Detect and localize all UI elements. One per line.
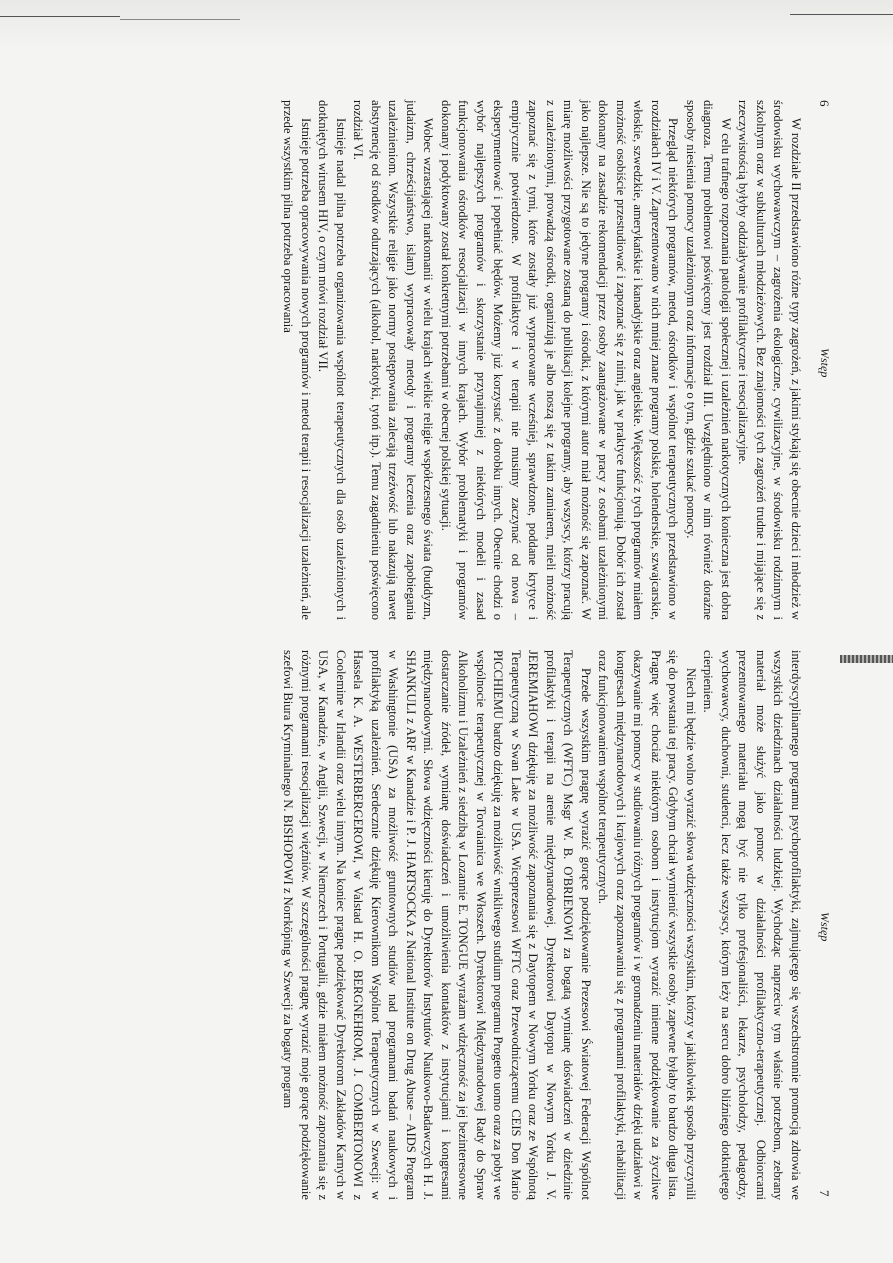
page-body: [279, 100, 804, 620]
paragraph: interdyscyplinarnego programu psychoprofilaktyki, zajmującego się wszechstronnie promocją zdrowia we wszystkich dziedzinach działalności ludzkiej. Wychodząc naprzeciw tym właśnie potrzebom, zebrany materiał może służyć jako pomoc w działalności profilaktyczno-terapeutycznej. Odbiorcami prezentowanego materiału mogą być nie tylko profesjonaliści, lekarze, psycholodzy, pedagodzy, wychowawcy, duchowni, studenci, lecz także wszyscy, którym leży na sercu dobro bliźniego dotkniętego cierpieniem.: [701, 650, 803, 1200]
scan-line: [790, 14, 893, 15]
page-number: 7: [817, 1190, 832, 1197]
paragraph: Przede wszystkim pragnę wyrazić gorące podziękowanie Prezesowi Światowej Federacji Wspólnot Terapeutycznych (WFTC) Msgr W. B. O'BRIENOWI za bogatą wymianę doświadczeń w dziedzinie profilaktyki i terapii na arenie międzynarodowej. Dyrektorowi Daytopu w Nowym Yorku J. V. JEREMIAHOWI dziękuję za możliwość zapoznania się z Daytopem w Nowym Yorku oraz ze Wspólnotą Terapeutyczną w Swan Lake w USA. Wiceprezesowi WFTC oraz Przewodniczącemu CEIS Don Mario PICCHIEMU bardzo dziękuję za możliwość wnikliwego studium programu Progetto uomo oraz za pobyt we wspólnocie terapeutycznej w Torvaianica we Włoszech. Dyrektorowi Międzynarodowej Rady do Spraw Alkoholizmu i Uzależnień z siedzibą w Lozannie E. TONGUE wyrażam wdzięczność za jej bezinteresowne dostarczanie źródeł, wymianę doświadczeń i umożliwienia kontaktów z instytucjami i kongresami międzynarodowymi. Słowa wdzięczności kieruję do Dyrektorów Instytutów Naukowo-Badawczych H. J. SHANKULI z ARF w Kanadzie i P. J. HARTSOCKA z National Institute on Drug Abuse – AIDS Program w Washingtonie (USA) za możliwość gruntownych studiów nad programami badań naukowych i profilaktyką uzależnień. Serdecznie dziękuję Kierownikom Wspólnot Terapeutycznych w Szwecji: w Hassela K. A. WESTERBERGEROWI, w Valstad H. O. BERGNEHROM, J. COMBERTONOWI z Coolemine w Irlandii oraz wielu innym. Na koniec pragnę podziękować Dyrektorom Zakładów Karnych w USA, w Kanadzie, w Anglii, Szwecji, w Niemczech i Portugalii, gdzie miałem możność zapoznania się z różnymi programami resocjalizacji więźniów. W szczególności pragnę wyrazić moje gorące podziękowanie szefowi Biura Kryminalnego N. BISHOPOWI z Norrköping w Szwecji za bogaty program: [281, 650, 593, 1200]
page-body: [279, 650, 804, 1200]
paragraph: Istnieje nadal pilna potrzeba organizowania wspólnot terapeutycznych dla osób uzależnionych i dotkniętych wirusem HIV, o czym mówi rozdział VII.: [316, 100, 348, 620]
paragraph: Istnieje potrzeba opracowywania nowych programów i metod terapii i resocjalizacji uzależnień, ale przede wszystkim pilna potrzeba opracowania: [281, 100, 313, 620]
running-head: Wstęp: [818, 348, 832, 378]
scanner-smudge: [840, 655, 893, 663]
running-head: Wstęp: [818, 912, 832, 942]
page-6: [72, 100, 832, 620]
paragraph: Niech mi będzie wolno wyrazić słowa wdzięczności wszystkim, którzy w jakikolwiek sposób przyczynili się do powstania tej pracy. Gdybym chciał wymienić wszystkie osoby, zapewne byłaby to bardzo długa lista. Pragnę więc chociaż niektórym osobom i instytucjom wyrazić imienne podziękowanie za życzliwe okazywanie mi pomocy w studiowaniu różnych programów i w gromadzeniu materiałów dzięki udziałowi w kongresach międzynarodowych i krajowych oraz zapoznawaniu się z programami profilaktyki, rehabilitacji oraz funkcjonowaniem wspólnot terapeutycznych.: [596, 650, 698, 1200]
paragraph: Wobec wzrastającej narkomanii w wielu krajach wielkie religie współczesnego świata (buddyzm, judaizm, chrześcijaństwo, islam) wypracowały metody i programy leczenia oraz zapobiegania uzależnieniom. Wszystkie religie jako normy postępowania zalecają trzeźwość lub nakazują nawet abstynencję od środków odurzających (alkohol, narkotyki, tytoń itp.). Temu zagadnieniu poświęcono rozdział VI.: [351, 100, 436, 620]
page-number: 6: [817, 100, 832, 107]
scan-line: [0, 16, 120, 17]
page-7: [72, 650, 832, 1200]
paragraph: Przegląd niektórych programów, metod, ośrodków i wspólnot terapeutycznych przedstawiono w rozdziałach IV i V. Zaprezentowano w nich mniej znane programy polskie, holenderskie, szwajcarskie, włoskie, szwedzkie, amerykańskie i kanadyjskie oraz angielskie. Większość z tych programów miałem możność osobiście przestudiować i zapoznać się z nimi, jak w praktyce funkcjonują. Dobór ich został dokonany na zasadzie rekomendacji przez osoby zaangażowane w pracy z osobami uzależnionymi jako najlepsze. Nie są to jedyne programy i ośrodki, z którymi autor miał możność się zapoznać. W miarę możliwości przygotowane zostaną do publikacji kolejne programy, aby wszyscy, którzy pracują z uzależnionymi, prowadzą ośrodki, organizują je albo noszą się z takim zamiarem, mieli możność zapoznać się z tymi, które zostały już wypracowane wcześniej, sprawdzone, poddane krytyce i empirycznie potwierdzone. W profilaktyce i w terapii nie musimy zaczynać od nowa – eksperymentować i popełniać błędów. Możemy już korzystać z dorobku innych. Obecnie chodzi o wybór najlepszych programów i skorzystanie przynajmniej z niektórych modeli i zasad funkcjonowania ośrodków resocjalizacji w innych krajach. Wybór problematyki i programów dokonany i podyktowany został konkretnymi potrzebami w obecnej polskiej sytuacji.: [439, 100, 681, 620]
paragraph: W rozdziale II przedstawiono różne typy zagrożeń, z jakimi stykają się obecnie dzieci i młodzież w środowisku wychowawczym – zagrożenia ekologiczne, cywilizacyjne, w środowisku rodzinnym i szkolnym oraz w subkulturach młodzieżowych. Bez znajomości tych zagrożeń trudne i mijające się z rzeczywistością byłyby oddziaływanie profilaktyczne i resocjalizacyjne.: [736, 100, 803, 620]
scan-edge: [0, 0, 893, 50]
paragraph: W celu trafnego rozpoznania patologii społecznej i uzależnień narkotycznych konieczna jest dobra diagnoza. Temu problemowi poświęcony jest rozdział III. Uwzględniono w nim również doraźne sposoby niesienia pomocy uzależnionym oraz informacje o tym, gdzie szukać pomocy.: [684, 100, 733, 620]
scan-line: [120, 19, 240, 20]
